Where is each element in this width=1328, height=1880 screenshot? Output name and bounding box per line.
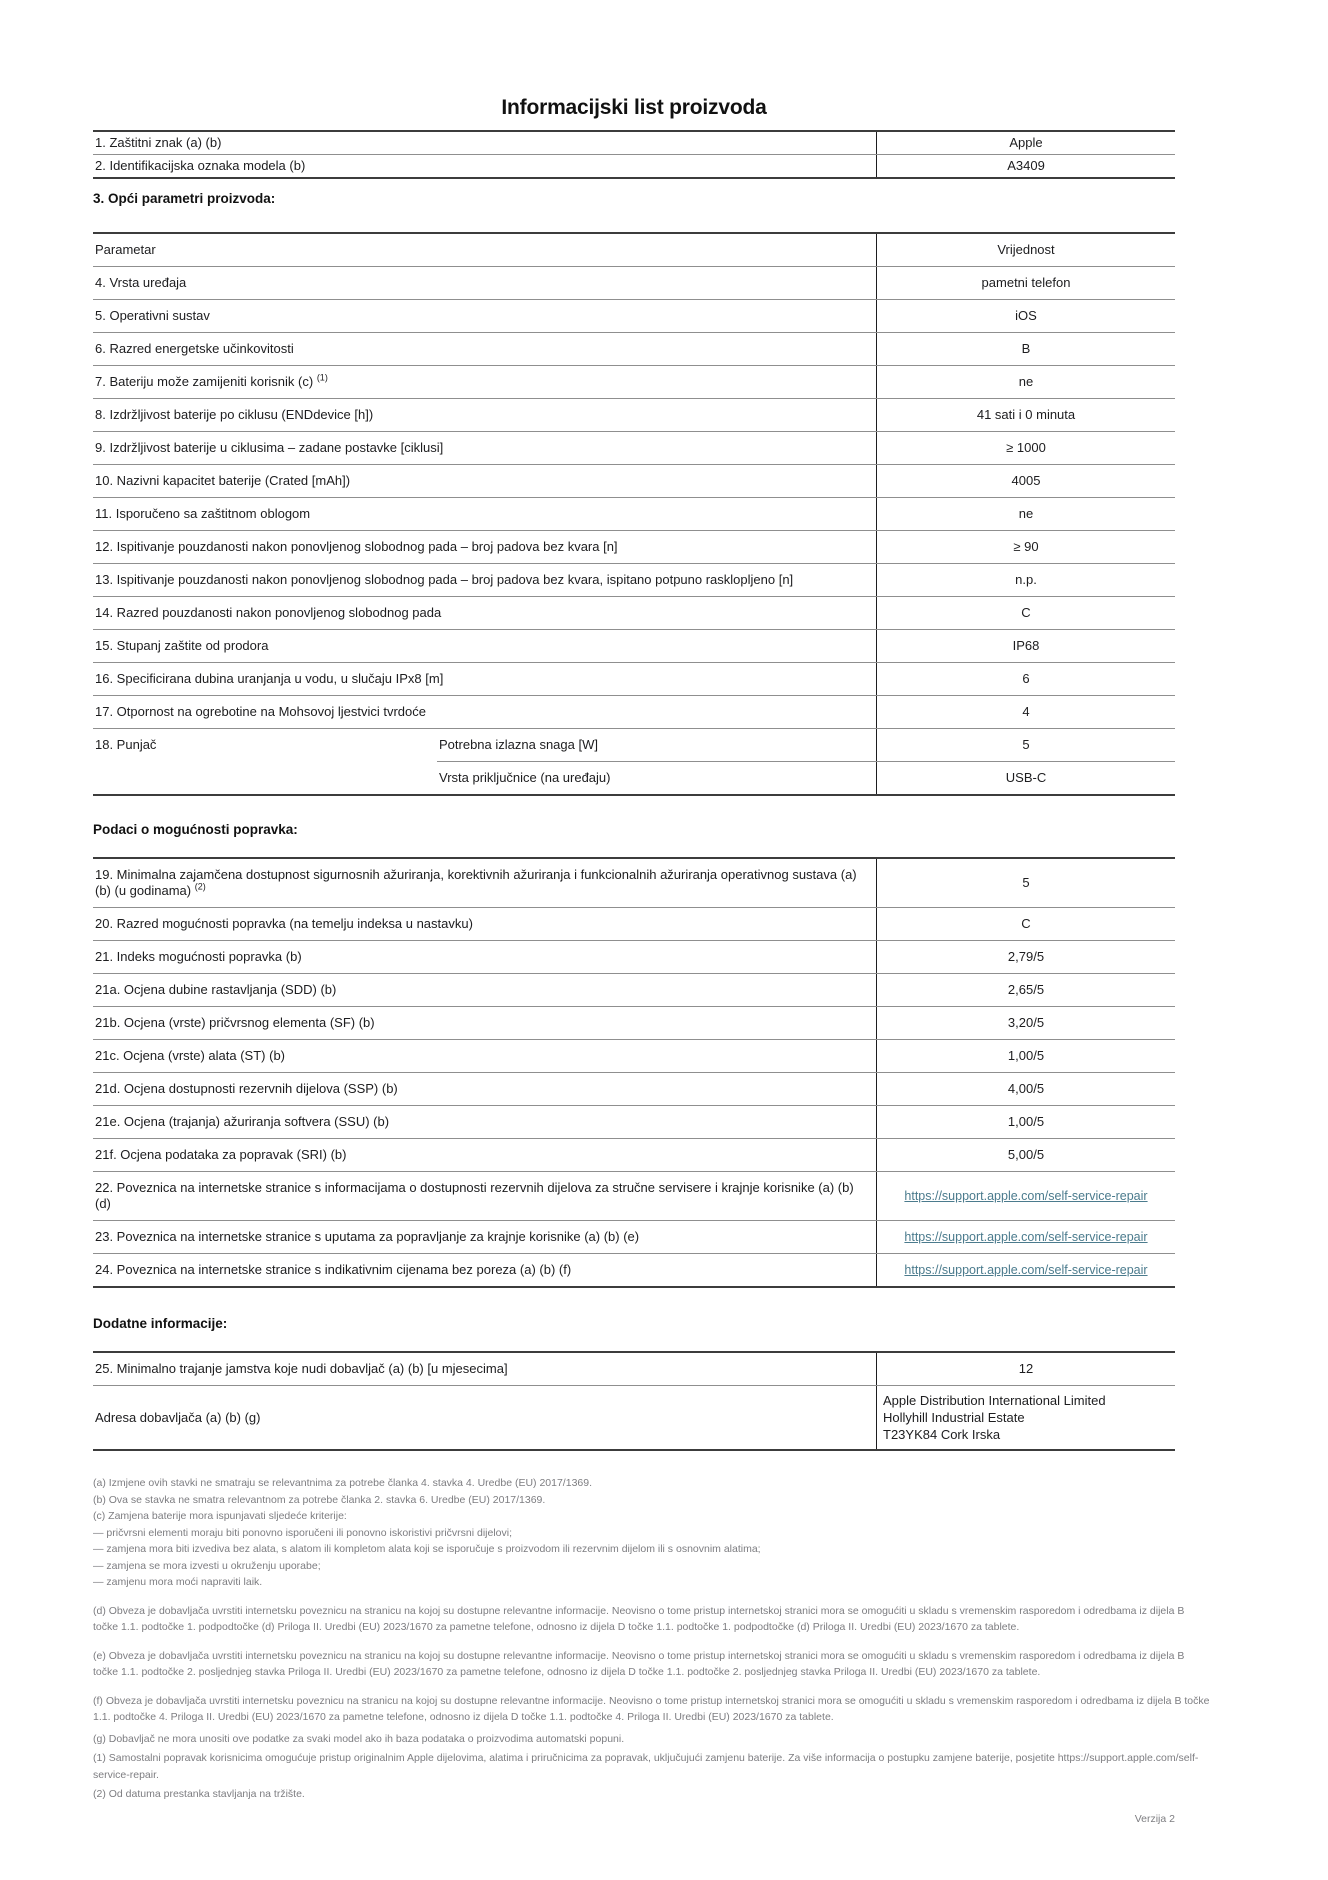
table-header-row — [93, 234, 1175, 267]
footnote-1: (1) Samostalni popravak korisnicima omogućuje pristup originalnim Apple dijelovima, alatima i priručnicima za popravak, uključujući zamjenu baterije. Za više informacija o postupku zamjene baterije, posjetite https://support.apple.com/self-service-repair. — [93, 1752, 1199, 1781]
row-label: 20. Razred mogućnosti popravka (na temelju indeksa u nastavku) — [95, 916, 473, 931]
row-label: 5. Operativni sustav — [95, 308, 210, 323]
table-row — [93, 465, 1175, 498]
table-row — [93, 531, 1175, 564]
section-heading-repairability: Podaci o mogućnosti popravka: — [93, 822, 298, 837]
row-value: ≥ 1000 — [876, 432, 1175, 464]
address-line: Apple Distribution International Limited — [883, 1393, 1106, 1408]
charger-row — [93, 729, 1175, 794]
row-value: pametni telefon — [876, 267, 1175, 299]
row-label: 11. Isporučeno sa zaštitnom oblogom — [95, 506, 311, 521]
footnote-c: (c) Zamjena baterije mora ispunjavati sljedeće kriterije: — [93, 1510, 347, 1522]
table-row — [93, 859, 1175, 908]
row-value: iOS — [876, 300, 1175, 332]
table-row — [93, 366, 1175, 399]
row-value: USB-C — [876, 762, 1175, 794]
row-label: 16. Specificirana dubina uranjanja u vodu, u slučaju IPx8 [m] — [95, 671, 444, 686]
row-label: 9. Izdržljivost baterije u ciklusima – zadane postavke [ciklusi] — [95, 440, 444, 455]
row-label: 15. Stupanj zaštite od prodora — [95, 638, 269, 653]
row-label: 21c. Ocjena (vrste) alata (ST) (b) — [95, 1048, 285, 1063]
repair-instructions-link[interactable]: https://support.apple.com/self-service-repair — [904, 1230, 1148, 1244]
row-value: 4 — [876, 696, 1175, 728]
row-label: 6. Razred energetske učinkovitosti — [95, 341, 294, 356]
row-label: Adresa dobavljača (a) (b) (g) — [95, 1409, 261, 1425]
table-row — [93, 908, 1175, 941]
footnote-c-bullet: — zamjena se mora izvesti u okruženju uporabe; — [93, 1559, 321, 1572]
table-row — [93, 1139, 1175, 1172]
row-value: 5 — [876, 859, 1175, 907]
table-row — [93, 1172, 1175, 1221]
row-value: ne — [876, 498, 1175, 530]
row-value — [876, 1254, 1175, 1286]
table-row — [93, 597, 1175, 630]
footnote-d: (d) Obveza je dobavljača uvrstiti internetsku poveznicu na stranicu na kojoj su dostupne relevantne informacije. Neovisno o tome pristup internetskoj stranici mora se omogućiti u skladu s vremenskim rasporedom i odredbama iz dijela B točke 1.1. podtočke 1. podpodtočke (d) Priloga II. Uredbi (EU) 2023/1670 za pametne telefone, odnosno iz dijela D točke 1.1. podtočke 1. podpodtočke (d) Priloga II. Uredbi (EU) 2023/1670 za tablete. — [93, 1604, 1185, 1633]
row-value: 4,00/5 — [876, 1073, 1175, 1105]
repairability-table — [93, 857, 1175, 1288]
table-row — [93, 132, 1175, 155]
charger-subrow — [437, 729, 1175, 762]
row-label: 10. Nazivni kapacitet baterije (Crated [mAh]) — [95, 473, 351, 488]
row-value: C — [876, 597, 1175, 629]
table-row — [93, 941, 1175, 974]
row-value: 2,79/5 — [876, 941, 1175, 973]
row-label: 22. Poveznica na internetske stranice s informacijama o dostupnosti rezervnih dijelova za stručne servisere i krajnje korisnike (a) (b) (d) — [95, 1180, 854, 1211]
row-value: 1,00/5 — [876, 1106, 1175, 1138]
row-value: IP68 — [876, 630, 1175, 662]
row-label: 21d. Ocjena dostupnosti rezervnih dijelova (SSP) (b) — [95, 1081, 398, 1096]
section-heading-additional-info: Dodatne informacije: — [93, 1316, 228, 1331]
table-row — [93, 267, 1175, 300]
address-line: Hollyhill Industrial Estate — [883, 1410, 1025, 1425]
charger-subrow — [437, 762, 1175, 794]
supplier-address — [876, 1386, 1175, 1449]
row-label: 1. Zaštitni znak (a) (b) — [95, 135, 222, 150]
table-row — [93, 333, 1175, 366]
row-label: 21a. Ocjena dubine rastavljanja (SDD) (b) — [95, 982, 337, 997]
supplier-address-row — [93, 1386, 1175, 1449]
row-label: 21e. Ocjena (trajanja) ažuriranja softvera (SSU) (b) — [95, 1114, 390, 1129]
row-label: 2. Identifikacijska oznaka modela (b) — [95, 158, 306, 173]
table-row — [93, 300, 1175, 333]
row-value: C — [876, 908, 1175, 940]
table-row — [93, 696, 1175, 729]
table-row — [93, 1221, 1175, 1254]
row-value: 12 — [876, 1353, 1175, 1385]
table-row — [93, 155, 1175, 177]
footnote-c-bullet: — zamjena mora biti izvediva bez alata, s alatom ili kompletom alata koji se isporučuje s proizvodom ili rezervnim dijelom ili s osnovnim alatima; — [93, 1543, 761, 1555]
row-label: 4. Vrsta uređaja — [95, 275, 187, 290]
footnote-g: (g) Dobavljač ne mora unositi ove podatke za svaki model ako ih baza podataka o proizvodima automatski popuni. — [93, 1732, 625, 1745]
row-value: ne — [876, 366, 1175, 398]
row-label: 21b. Ocjena (vrste) pričvrsnog elementa (SF) (b) — [95, 1015, 375, 1030]
table-row — [93, 630, 1175, 663]
footnote-f: (f) Obveza je dobavljača uvrstiti internetsku poveznicu na stranicu na kojoj su dostupne relevantne informacije. Neovisno o tome pristup internetskoj stranici mora se omogućiti u skladu s vremenskim rasporedom i odredbama iz dijela B točke 1.1. podtočke 4. Priloga II. Uredbi (EU) 2023/1670 za pametne telefone, odnosno iz dijela D točke 1.1. podtočke 4. Priloga II. Uredbi (EU) 2023/1670 za tablete. — [93, 1694, 1210, 1723]
row-value: A3409 — [876, 155, 1175, 177]
row-value: 3,20/5 — [876, 1007, 1175, 1039]
version-label: Verzija 2 — [1134, 1812, 1175, 1825]
footnote-b: (b) Ova se stavka ne smatra relevantnom za potrebe članka 2. stavka 6. Uredbe (EU) 2017/1369. — [93, 1493, 546, 1506]
footnote-c-bullet: — pričvrsni elementi moraju biti ponovno isporučeni ili ponovno iskoristivi pričvrsni dijelovi; — [93, 1526, 513, 1539]
table-row — [93, 1254, 1175, 1286]
table-row — [93, 1007, 1175, 1040]
spare-parts-availability-link[interactable]: https://support.apple.com/self-service-repair — [904, 1189, 1148, 1203]
table-row — [93, 498, 1175, 531]
row-value: 5 — [876, 729, 1175, 761]
footnotes — [93, 1475, 1211, 1803]
row-value: 4005 — [876, 465, 1175, 497]
table-row — [93, 663, 1175, 696]
section-heading-general-parameters: 3. Opći parametri proizvoda: — [93, 191, 276, 206]
row-label: 24. Poveznica na internetske stranice s indikativnim cijenama bez poreza (a) (b) (f) — [95, 1262, 572, 1277]
row-label: 8. Izdržljivost baterije po ciklusu (ENDdevice [h]) — [95, 407, 374, 422]
row-value: 1,00/5 — [876, 1040, 1175, 1072]
row-label — [93, 859, 876, 907]
row-label: 25. Minimalno trajanje jamstva koje nudi dobavljač (a) (b) [u mjesecima] — [95, 1361, 508, 1376]
column-header-vrijednost: Vrijednost — [876, 234, 1175, 266]
row-value: B — [876, 333, 1175, 365]
footnote-a: (a) Izmjene ovih stavki ne smatraju se relevantnima za potrebe članka 4. stavka 4. Uredbe (EU) 2017/1369. — [93, 1477, 593, 1489]
document-page — [93, 0, 1210, 1825]
row-label: 21f. Ocjena podataka za popravak (SRI) (b) — [95, 1147, 347, 1162]
row-value — [876, 1221, 1175, 1253]
row-label-text: 7. Bateriju može zamijeniti korisnik (c) — [95, 374, 314, 389]
charger-subrow-label: Vrsta priključnice (na uređaju) — [439, 770, 611, 785]
table-row — [93, 1106, 1175, 1139]
row-label-text: 19. Minimalna zajamčena dostupnost sigurnosnih ažuriranja, korektivnih ažuriranja i funkcionalnih ažuriranja operativnog sustava (a) (b) (u godinama) — [95, 867, 857, 898]
row-label: 13. Ispitivanje pouzdanosti nakon ponovljenog slobodnog pada – broj padova bez kvara, ispitano potpuno rasklopljeno [n] — [95, 572, 794, 587]
row-value: 41 sati i 0 minuta — [876, 399, 1175, 431]
row-value: 2,65/5 — [876, 974, 1175, 1006]
row-label — [93, 366, 876, 398]
table-row — [93, 432, 1175, 465]
row-label: 18. Punjač — [95, 737, 157, 752]
row-value: n.p. — [876, 564, 1175, 596]
table-row — [93, 1073, 1175, 1106]
table-row — [93, 1040, 1175, 1073]
row-label: 23. Poveznica na internetske stranice s uputama za popravljanje za krajnje korisnike (a) (b) (e) — [95, 1229, 640, 1244]
footnote-marker: (2) — [194, 881, 206, 892]
row-value: Apple — [876, 132, 1175, 154]
row-label: 17. Otpornost na ogrebotine na Mohsovoj ljestvici tvrdoće — [95, 704, 426, 719]
row-value: 6 — [876, 663, 1175, 695]
column-header-parametar: Parametar — [95, 242, 156, 257]
row-value — [876, 1172, 1175, 1220]
row-value: 5,00/5 — [876, 1139, 1175, 1171]
footnote-2: (2) Od datuma prestanka stavljanja na tržište. — [93, 1788, 305, 1800]
table-row — [93, 399, 1175, 432]
table-row — [93, 564, 1175, 597]
general-parameters-table — [93, 232, 1175, 796]
footnote-e: (e) Obveza je dobavljača uvrstiti internetsku poveznicu na stranicu na kojoj su dostupne relevantne informacije. Neovisno o tome pristup internetskoj stranici mora se omogućiti u skladu s vremenskim rasporedom i odredbama iz dijela B točke 1.1. podtočke 2. posljednjeg stavka Priloga II. Uredbi (EU) 2023/1670 za pametne telefone, odnosno iz dijela D točke 1.1. podtočke 2. posljednjeg stavka Priloga II. Uredbi (EU) 2023/1670 za tablete. — [93, 1649, 1185, 1678]
table-row — [93, 974, 1175, 1007]
row-label: 21. Indeks mogućnosti popravka (b) — [95, 949, 302, 964]
row-label: 14. Razred pouzdanosti nakon ponovljenog slobodnog pada — [95, 605, 442, 620]
identification-table — [93, 130, 1175, 179]
row-value: ≥ 90 — [876, 531, 1175, 563]
footnote-marker: (1) — [316, 372, 328, 383]
row-label: 12. Ispitivanje pouzdanosti nakon ponovljenog slobodnog pada – broj padova bez kvara [n] — [95, 539, 618, 554]
additional-info-table — [93, 1351, 1175, 1451]
footnote-c-bullet: — zamjenu mora moći napraviti laik. — [93, 1576, 263, 1588]
table-row — [93, 1353, 1175, 1386]
address-line: T23YK84 Cork Irska — [883, 1427, 1001, 1442]
charger-subtable — [437, 729, 1175, 794]
page-title: Informacijski list proizvoda — [501, 96, 767, 119]
indicative-prices-link[interactable]: https://support.apple.com/self-service-repair — [904, 1263, 1148, 1277]
charger-subrow-label: Potrebna izlazna snaga [W] — [439, 737, 598, 752]
